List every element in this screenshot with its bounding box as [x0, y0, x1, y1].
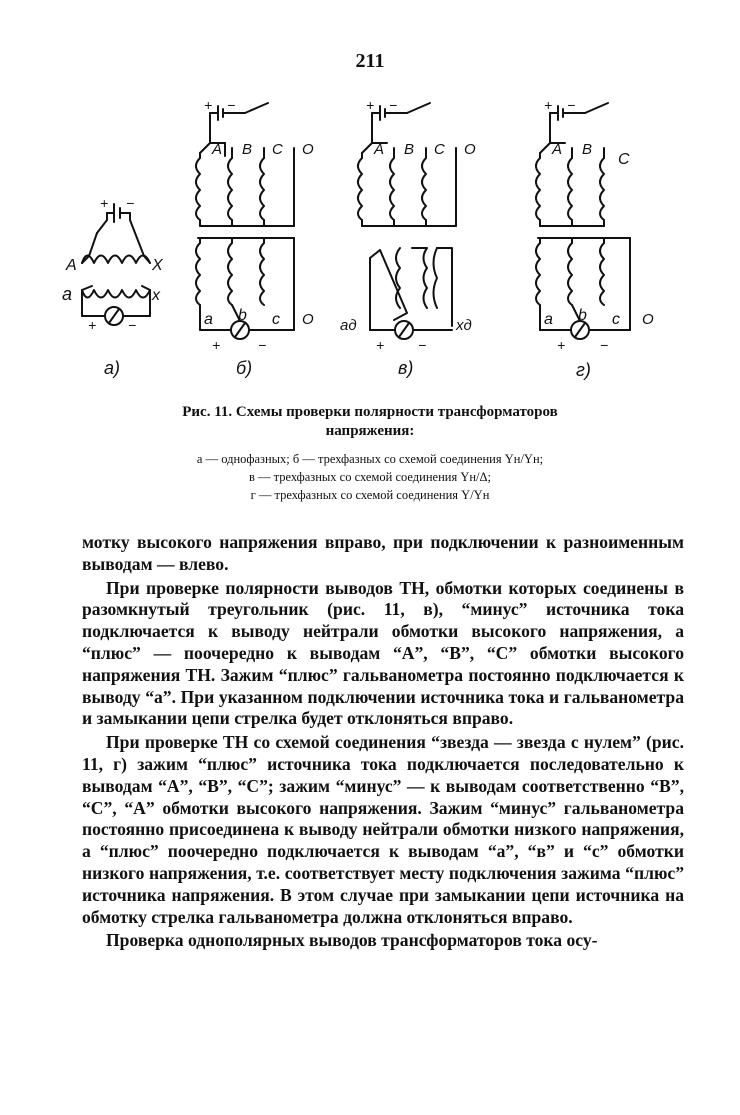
diagram-a-label-minus-batt: −	[126, 195, 135, 211]
diagram-g-label-plus: +	[557, 337, 566, 353]
diagram-a-label-a: a	[62, 284, 73, 304]
diagram-g-star-starN	[536, 103, 630, 339]
page-number: 211	[355, 50, 385, 72]
diagram-b-caption: б)	[236, 358, 253, 378]
paragraph-1: мотку высокого напряжения вправо, при подключении к разноименным выводам — влево.	[82, 532, 684, 574]
figure-11-schematics	[52, 98, 672, 398]
diagram-v-label-B: B	[404, 141, 415, 158]
diagram-b-label-A: A	[212, 141, 223, 158]
diagram-b-label-O-bot: O	[302, 311, 314, 328]
diagram-v-star-delta	[358, 103, 456, 339]
diagram-g-label-b: b	[578, 307, 587, 324]
diagram-b-label-a: a	[204, 311, 213, 328]
diagram-v-label-minus-batt: −	[389, 98, 398, 113]
diagram-a-label-x: x	[152, 287, 160, 304]
diagram-a-label-plus-batt: +	[100, 195, 109, 211]
caption-legend-v: в — трехфазных со схемой соединения Yн/Δ;	[248, 470, 492, 484]
diagram-b-label-minus-batt: −	[227, 98, 236, 113]
diagram-a-label-plus: +	[88, 317, 97, 333]
caption-title-line2: напряжения:	[325, 423, 415, 439]
paragraph-2: При проверке полярности выводов ТН, обмотки которых соединены в разомкнутый треугольник (рис. 11, в), “минус” источника тока подключается к выводу нейтрали обмотки высокого напряжения, а “плюс” — поочередно к выводам “А”, “В”, “С” обмотки высокого напряжения ТН. Зажим “плюс” гальванометра постоянно подключается к выводу “а”. При указанном подключении источника тока и гальванометра и замыкании цепи стрелка будет отклоняться вправо.	[82, 577, 684, 729]
diagram-v-caption: в)	[398, 358, 414, 378]
diagram-b-label-C: C	[272, 141, 283, 158]
diagram-g-label-O-bot: O	[642, 311, 654, 328]
diagram-g-label-B: B	[582, 141, 593, 158]
diagram-v-label-plus: +	[376, 337, 385, 353]
body-text	[82, 532, 684, 954]
caption-legend	[60, 450, 680, 504]
diagram-b-label-O-top: O	[302, 141, 314, 158]
diagram-g-label-c: c	[612, 311, 620, 328]
diagram-g-label-a: a	[544, 311, 553, 328]
caption-legend-a: а — однофазных; б — трехфазных со схемой соединения Yн/Yн;	[196, 452, 544, 466]
diagram-b-label-b: b	[238, 307, 247, 324]
diagram-g-label-plus-batt: +	[544, 98, 553, 113]
diagram-v-label-ad: aд	[340, 317, 357, 334]
diagram-v-label-xd: xд	[456, 317, 472, 334]
diagram-v-label-A: A	[374, 141, 385, 158]
diagram-v-label-plus-batt: +	[366, 98, 375, 113]
diagram-g-label-A: A	[552, 141, 563, 158]
diagram-a-label-X: X	[152, 257, 163, 274]
figure-caption	[60, 403, 680, 504]
paragraph-3: При проверке ТН со схемой соединения “звезда — звезда с нулем” (рис. 11, г) зажим “плюс” источника тока подключается последовательно к выводам “А”, “В”, “С”; зажим “минус” — к выводам соответственно “В”, “С”, “А” обмотки высокого напряжения. Зажим “минус” гальванометра постоянно присоединена к выводу нейтрали обмотки низкого напряжения, а “плюс” поочередно подключается к выводам “а”, “в” и “с” обмотки низкого напряжения, т.е. соответствует месту подключения зажима “плюс” источника напряжения. В этом случае при замыкании цепи источника на обмотку стрелка гальванометра должна отклоняться вправо.	[82, 732, 684, 927]
diagram-g-label-minus: −	[600, 337, 609, 353]
caption-title-line1: Рис. 11. Схемы проверки полярности трансформаторов	[182, 404, 558, 420]
diagram-b-label-B: B	[242, 141, 253, 158]
diagram-v-label-C: C	[434, 141, 445, 158]
diagram-g-label-C: C	[618, 151, 630, 168]
diagram-b-label-c: c	[272, 311, 280, 328]
diagram-b-label-minus: −	[258, 337, 267, 353]
diagram-b-label-plus: +	[212, 337, 221, 353]
diagram-a-caption: а)	[104, 358, 121, 378]
paragraph-4: Проверка однополярных выводов трансформаторов тока осу-	[106, 930, 598, 951]
caption-legend-g: г — трехфазных со схемой соединения Y/Yн	[250, 488, 490, 502]
diagram-a-single-phase	[82, 204, 150, 325]
diagram-v-label-minus: −	[418, 337, 427, 353]
diagram-a-label-minus: −	[128, 317, 137, 333]
diagram-b-star-star	[196, 103, 294, 339]
diagram-a-label-A: A	[66, 257, 77, 274]
diagram-g-label-minus-batt: −	[567, 98, 576, 113]
diagram-g-caption: г)	[576, 360, 591, 380]
diagram-b-label-plus-batt: +	[204, 98, 213, 113]
diagram-v-label-O-top: O	[464, 141, 476, 158]
caption-title	[60, 403, 680, 441]
